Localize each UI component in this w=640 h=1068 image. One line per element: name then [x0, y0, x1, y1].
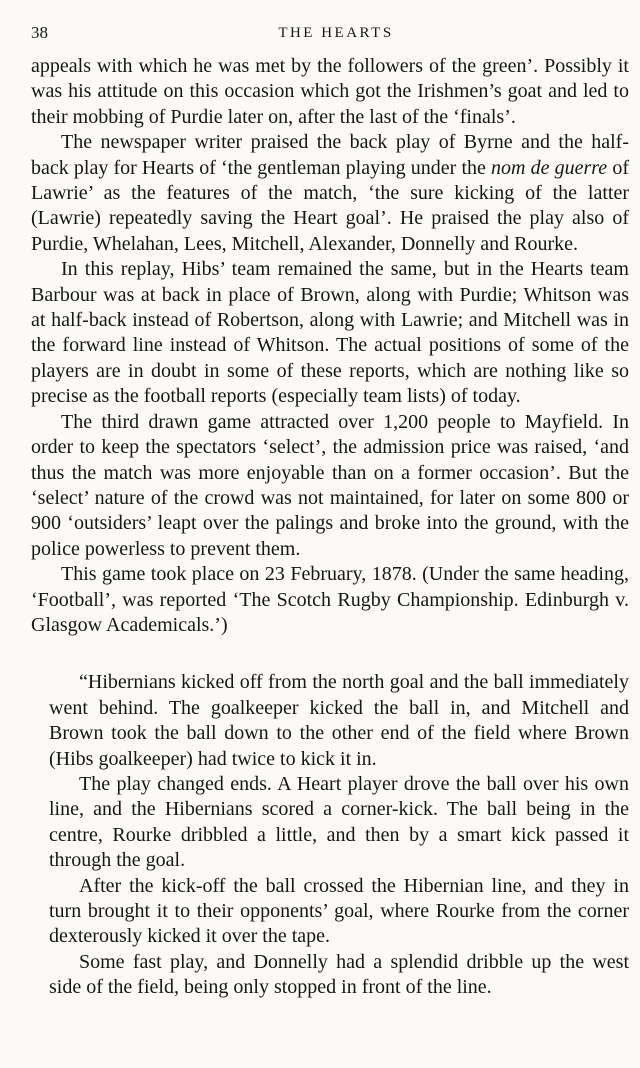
quote-paragraph: After the kick-off the ball crossed the Hibernian line, and they in turn brought it to their opponents’ goal, where Rourke from the corner dexterously kicked it over the tape. — [49, 874, 629, 948]
paragraph: This game took place on 23 February, 1878. (Under the same heading, ‘Football’, was reported ‘The Scotch Rugby Championship. Edinburgh v. Glasgow Academicals.’) — [31, 563, 629, 636]
page-header — [31, 22, 629, 48]
quote-paragraph: “Hibernians kicked off from the north goal and the ball immediately went behind. The goalkeeper kicked the ball in, and Mitchell and Brown took the ball down to the other end of the field where Brown (Hibs goalkeeper) had twice to kick it in. — [49, 671, 629, 770]
quote-paragraph: Some fast play, and Donnelly had a splendid dribble up the west side of the field, being only stopped in front of the line. — [49, 950, 629, 999]
quote-paragraph: The play changed ends. A Heart player drove the ball over his own line, and the Hibernians scored a corner-kick. The ball being in the centre, Rourke dribbled a little, and then by a smart kick passed it through the goal. — [49, 772, 629, 872]
paragraph: The third drawn game attracted over 1,200 people to Mayfield. In order to keep the spectators ‘select’, the admission price was raised, ‘and thus the match was more enjoyable than on a former occasion’. But the ‘select’ nature of the crowd was not maintained, for later on some 800 or 900 ‘outsiders’ leapt over the palings and broke into the ground, with the police powerless to prevent them. — [31, 410, 629, 560]
paragraph-text: of Lawrie’ as the features of the match, ‘the sure kicking of the latter (Lawrie) repeatedly saving the Heart goal’. He praised the play also of Purdie, Whelahan, Lees, Mitchell, Alexander, Donnelly and Rourke. — [31, 156, 629, 255]
paragraph: appeals with which he was met by the followers of the green’. Possibly it was his attitude on this occasion which got the Irishmen’s goat and led to their mobbing of Purdie later on, after the last of the ‘finals’. — [31, 55, 629, 128]
page-number: 38 — [31, 23, 48, 42]
italic-phrase: nom de guerre — [491, 156, 608, 179]
running-head: THE HEARTS — [278, 25, 394, 41]
paragraph: In this replay, Hibs’ team remained the same, but in the Hearts team Barbour was at back in place of Brown, along with Purdie; Whitson was at half-back instead of Robertson, along with Lawrie; and Mitchell was in the forward line instead of Whitson. The actual positions of some of the players are in doubt in some of these reports, which are nothing like so precise as the football reports (especially team lists) of today. — [31, 258, 629, 408]
body-text — [31, 54, 629, 638]
paragraph — [31, 130, 629, 257]
block-quote — [49, 670, 629, 1000]
paragraph-text: The newspaper writer praised the back play of Byrne and the half-back play for Hearts of ‘the gentleman playing under the — [31, 131, 629, 179]
